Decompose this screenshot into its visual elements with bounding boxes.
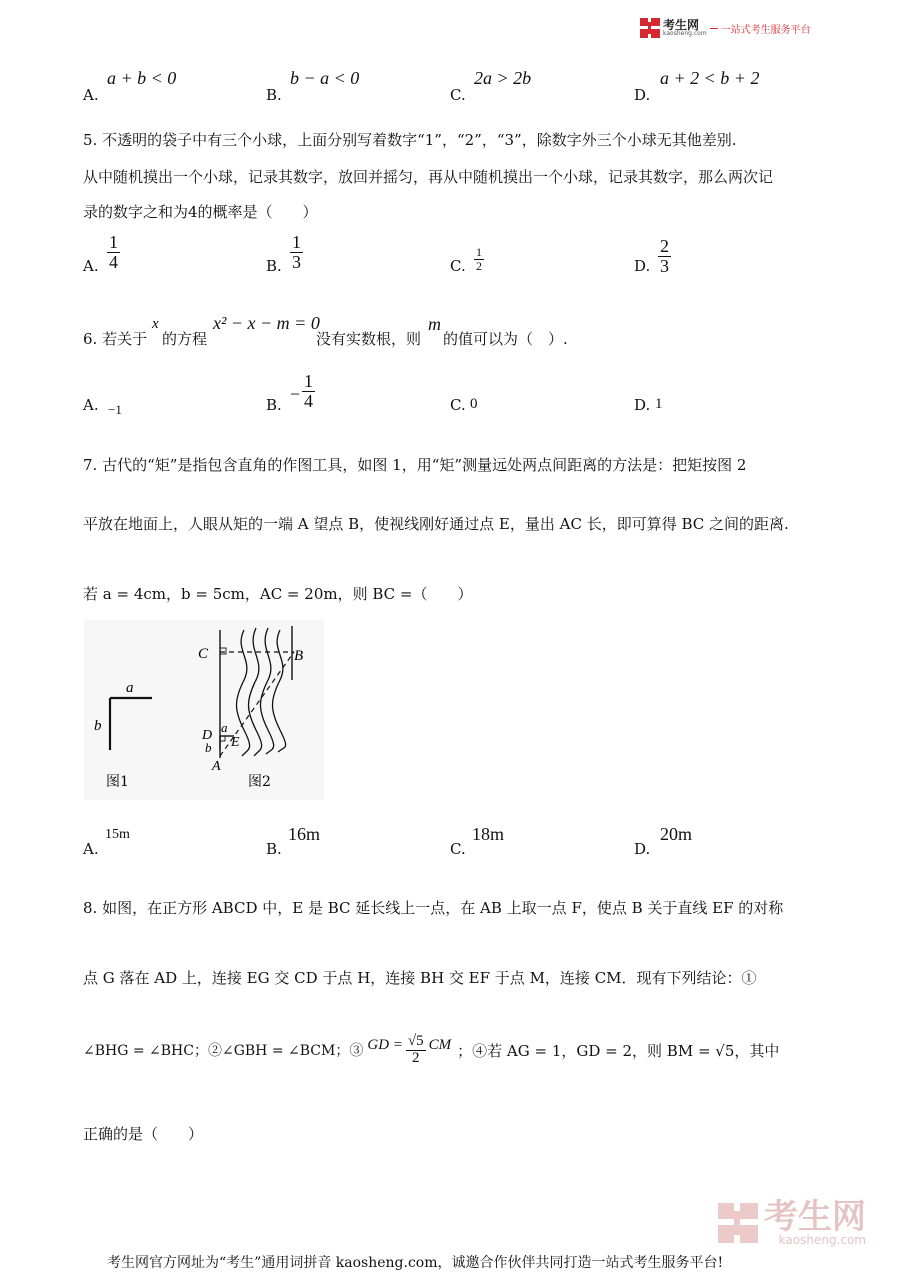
watermark-en: kaosheng.com [778, 1233, 866, 1247]
fig1-caption: 图1 [106, 774, 129, 790]
header-slogan: 一站式考生服务平台 [720, 24, 811, 36]
q8-line-1: 8. 如图，在正方形 ABCD 中，E 是 BC 延长线上一点，在 AB 上取一点 F，使点 B 关于直线 EF 的对称 [83, 899, 784, 917]
q8-frac-den: 2 [412, 1049, 420, 1066]
q5-line-2: 从中随机摸出一个小球，记录其数字，放回并摇匀，再从中随机摸出一个小球，记录其数字，那么两次记 [83, 168, 774, 186]
q4-option-d-letter: D. [634, 86, 651, 104]
q7-option-b-value: 16m [288, 824, 321, 844]
q5-option-a-den: 4 [109, 251, 118, 272]
q8-line-3a: ∠BHG = ∠BHC；②∠GBH = ∠BCM；③ [83, 1043, 364, 1060]
q7-line-2: 平放在地面上，人眼从矩的一端 A 望点 B，使视线刚好通过点 E，量出 AC 长，即可算得 BC 之间的距离. [83, 515, 789, 533]
q7-option-d-letter: D. [634, 840, 651, 858]
q6-option-b-den: 4 [304, 390, 313, 411]
q6-option-c-letter: C. [450, 396, 466, 414]
fig2-label-D: D [202, 728, 213, 743]
q6-mid: 的方程 [162, 330, 208, 348]
q6-option-b-sign: − [290, 384, 301, 404]
q7-line-1: 7. 古代的“矩”是指包含直角的作图工具，如图 1，用“矩”测量远处两点间距离的方法是：把矩按图 2 [83, 456, 747, 474]
fig1-label-a: a [126, 680, 134, 696]
q4-option-b-expr: b − a < 0 [290, 68, 360, 88]
watermark-cn: 考生网 [764, 1197, 866, 1237]
fig2-label-a: a [221, 720, 228, 735]
q8-frac-left: GD = [367, 1036, 403, 1053]
q7-line-3: 若 a = 4cm，b = 5cm，AC = 20m，则 BC =（ ） [83, 585, 473, 603]
q6-option-a-value: −1 [108, 402, 122, 417]
q8-frac-num: √5 [407, 1033, 424, 1049]
q6-option-b-fraction [302, 372, 315, 411]
q7-option-c-value: 18m [472, 824, 505, 844]
watermark-logo-icon [718, 1203, 758, 1243]
q8-fraction [406, 1034, 426, 1067]
q5-option-d-den: 3 [660, 255, 669, 276]
logo-mark-icon [640, 18, 660, 38]
q7-option-b-letter: B. [266, 840, 282, 858]
q5-option-c-fraction [474, 246, 484, 272]
fig2-label-C: C [198, 646, 209, 662]
q8-line-3b: ；④若 AG = 1，GD = 2，则 BM = √5，其中 [457, 1041, 780, 1060]
q7-option-c-letter: C. [450, 840, 466, 858]
q5-option-a-letter: A. [83, 257, 99, 275]
q6-option-a-letter: A. [83, 396, 99, 414]
q4-option-a-letter: A. [83, 86, 99, 104]
q5-option-b-num: 1 [292, 232, 301, 252]
q5-option-c-letter: C. [450, 257, 466, 275]
fig2-label-B: B [294, 648, 304, 664]
q5-option-d-letter: D. [634, 257, 651, 275]
q5-option-c-den: 2 [476, 258, 482, 273]
q5-option-b-fraction [290, 233, 303, 272]
q6-suffix-2: 的值可以为（ ）. [443, 330, 568, 348]
fig2-label-b: b [205, 740, 212, 755]
q6-equation: x² − x − m = 0 [213, 313, 320, 333]
fig2-label-E: E [231, 735, 240, 750]
q5-option-d-fraction [658, 237, 671, 276]
q8-frac-right: CM [428, 1036, 452, 1053]
footer-text: 考生网官方网址为“考生”通用词拼音 kaosheng.com，诚邀合作伙伴共同打造一站式考生服务平台! [107, 1255, 724, 1271]
footer-watermark [718, 1197, 866, 1247]
q4-option-c-letter: C. [450, 86, 466, 104]
q5-option-b-den: 3 [292, 251, 301, 272]
q5-option-a-fraction [107, 233, 120, 272]
fig2-label-A: A [212, 759, 221, 774]
header-logo [640, 18, 811, 38]
fig1-label-b: b [94, 718, 102, 734]
q7-option-a-value: 15m [105, 827, 130, 842]
q8-line-2: 点 G 落在 AD 上，连接 EG 交 CD 于点 H，连接 BH 交 EF 于点 M，连接 CM．现有下列结论：① [83, 969, 757, 987]
q4-option-a-expr: a + b < 0 [107, 68, 177, 88]
q5-option-a-num: 1 [109, 232, 118, 252]
q4-option-c-expr: 2a > 2b [474, 68, 532, 88]
logo-en-text: kaosheng.com [663, 30, 707, 37]
q5-option-c-num: 1 [476, 245, 482, 259]
q6-option-c-value: 0 [470, 396, 478, 412]
q6-option-d-letter: D. [634, 396, 651, 414]
q8-line-4: 正确的是（ ） [83, 1125, 204, 1143]
q6-suffix-1: 没有实数根，则 [316, 330, 422, 348]
q4-option-d-expr: a + 2 < b + 2 [660, 68, 760, 88]
q7-option-d-value: 20m [660, 824, 693, 844]
q5-option-d-num: 2 [660, 236, 669, 256]
q8-line-3 [83, 1034, 779, 1067]
q5-option-b-letter: B. [266, 257, 282, 275]
q6-prefix: 6. 若关于 [83, 330, 148, 348]
q4-option-b-letter: B. [266, 86, 282, 104]
q7-option-a-letter: A. [83, 840, 99, 858]
q6-option-b-letter: B. [266, 396, 282, 414]
q6-var-x: x [152, 316, 159, 332]
q7-figure [84, 620, 324, 800]
q5-line-3: 录的数字之和为4的概率是（ ） [83, 203, 318, 221]
q6-option-d-value: 1 [655, 396, 663, 412]
q6-var-m: m [428, 314, 441, 334]
logo-cn-text: 考生网 [663, 18, 700, 32]
q6-option-b-num: 1 [304, 371, 313, 391]
fig2-caption: 图2 [248, 774, 271, 790]
q5-line-1: 5. 不透明的袋子中有三个小球，上面分别写着数字“1”，“2”，“3”，除数字外三个小球无其他差别. [83, 131, 737, 149]
